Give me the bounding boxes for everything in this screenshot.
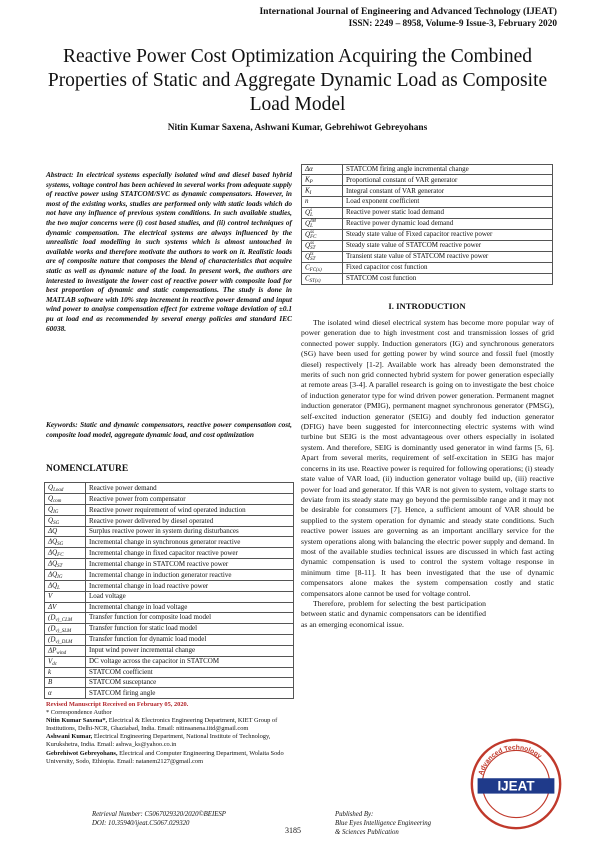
issn-line: ISSN: 2249 – 8958, Volume-9 Issue-3, February 2020	[348, 19, 557, 29]
symbol-description: Load voltage	[86, 592, 294, 602]
symbol: α	[45, 688, 86, 698]
right-row	[302, 218, 553, 229]
symbol: C FC(x)	[302, 262, 343, 273]
left-row	[45, 656, 294, 667]
right-row	[302, 197, 553, 207]
symbol: V dc	[45, 656, 86, 667]
symbol-description: Incremental change in STATCOM reactive power	[86, 559, 294, 570]
published-by-label: Published By:	[335, 811, 374, 818]
intro-paragraph-1: The isolated wind diesel electrical system has become more popular way of power generation due to high investment cost and transmission losses of grid connected power supply. Induction generators (IG) and synchronous generators (SG) have been used for getting power by wind source and fossil fuel (mostly diesel) respectively [1-2]. Available work has already been demonstrated the merits of such non grid connected hybrid system for power generation especially at remote areas [3-4]. A parallel research is going on to investigate the best choice of induction generator type for wind driven power generation. Permanent magnet induction generator (PMIG), permanent magnet synchronous generator (PMSG), self-excited induction generator (SEIG) and doubly fed induction generator (DFIG) have been suggested for interconnecting electric systems with wind turbine but SEIG is the most advantageous over others especially in isolated system. And therefore, SEIG is dominantly used generator in wind farms [5, 6]. Apart from several merits, requirement of self-excitation in SEIG has major concerns in its use. Reactive power is required for following operations; (i) steady state value of VAR load, (ii) induction generator voltage build up, (iii) reactive power for load and generator. If this VAR is not given to system, voltage starts to deviate from its steady state may go beyond the permissible range and it may not be desirable for consumers [7]. Hence, a sufficient amount of VAR should be supplied to the system operation for dynamic and steady state conditions. Such reactive power issues are governing as an important ancillary service for the system operations along with balancing the electric power supply and demand. In most of the available studies technical issues are discussed in which fast acting dynamic compensation is used to control the system voltage response in minimum time [8-11]. It has been investigated that the use of dynamic compensators alone makes the system compensation costly and static compensators alone cannot be used for voltage control.	[301, 318, 554, 598]
symbol: Q IG	[45, 505, 86, 516]
right-row	[302, 165, 553, 175]
symbol: ΔQ IG	[45, 570, 86, 581]
symbol-description: Steady state value of Fixed capacitor reactive power	[343, 229, 553, 240]
page-number: 3185	[285, 826, 301, 835]
symbol: Δα	[302, 165, 343, 175]
symbol-description: Reactive power demand	[86, 483, 294, 494]
ijeat-logo	[468, 736, 564, 832]
intro-paragraph-2: Therefore, problem for selecting the best participation between static and dynamic compensators can be identified as an emerging economical issue.	[301, 598, 486, 629]
symbol: Q com	[45, 494, 86, 505]
left-row	[45, 645, 294, 656]
symbol-description: Incremental change in load reactive power	[86, 581, 294, 592]
symbol: Q IM L	[302, 218, 343, 229]
symbol-description: Incremental change in induction generator reactive	[86, 570, 294, 581]
symbol-description: Transfer function for dynamic load model	[86, 634, 294, 645]
right-row	[302, 273, 553, 284]
author-affiliation-3: Gebrehiwot Gebreyohans, Electrical and Computer Engineering Department, Wolaita Sodo University, Sodo, Ethiopia. Email: natanem2127@gmail.com	[46, 749, 284, 765]
symbol-description: Transfer function for static load model	[86, 623, 294, 634]
retrieval-number: Retrieval Number: C5067029320/2020©BEIESP	[92, 811, 226, 818]
nomenclature-table-left	[44, 482, 294, 699]
symbol: k	[45, 667, 86, 677]
symbol-description: Incremental change in synchronous generator reactive	[86, 537, 294, 548]
abstract	[46, 170, 292, 333]
symbol-description: Surplus reactive power in system during disturbances	[86, 527, 294, 537]
footer-retrieval	[92, 810, 226, 828]
symbol: V	[45, 592, 86, 602]
author-affiliation-1: Nitin Kumar Saxena*, Electrical & Electronics Engineering Department, KIET Group of Institutions, Delhi-NCR, Ghaziabad, India. Email: nitinsanena.iitd@gmail.com	[46, 717, 278, 733]
right-row	[302, 251, 553, 262]
left-row	[45, 688, 294, 698]
left-row	[45, 527, 294, 537]
symbol-description: STATCOM cost function	[343, 273, 553, 284]
left-row	[45, 592, 294, 602]
symbol-description: STATCOM coefficient	[86, 667, 294, 677]
left-row	[45, 612, 294, 623]
symbol: K I	[302, 186, 343, 197]
symbol-description: Transfer function for composite load model	[86, 612, 294, 623]
left-row	[45, 581, 294, 592]
left-row	[45, 634, 294, 645]
symbol: C ST(x)	[302, 273, 343, 284]
left-row	[45, 537, 294, 548]
abstract-label: Abstract:	[46, 170, 74, 179]
left-row	[45, 559, 294, 570]
right-row	[302, 175, 553, 186]
symbol-description: Input wind power incremental change	[86, 645, 294, 656]
symbol: n	[302, 197, 343, 207]
symbol-description: Reactive power static load demand	[343, 207, 553, 218]
symbol-description: Reactive power requirement of wind operated induction	[86, 505, 294, 516]
keywords	[46, 420, 292, 439]
footer-publisher	[335, 810, 431, 837]
correspondence-note: * Correspondence Author	[46, 709, 112, 717]
nomenclature-table-right	[301, 164, 553, 285]
symbol: Q ss FC	[302, 229, 343, 240]
left-row	[45, 623, 294, 634]
symbol-description: Transient state value of STATCOM reactive power	[343, 251, 553, 262]
author-footnotes	[46, 701, 292, 766]
journal-header: International Journal of Engineering and Advanced Technology (IJEAT)	[259, 6, 557, 17]
svg-text:Advanced Technology: Advanced Technology	[477, 744, 543, 777]
symbol: Q s L	[302, 207, 343, 218]
symbol: (D v)_DLM	[45, 634, 86, 645]
svg-text:IJEAT: IJEAT	[497, 778, 535, 794]
symbol: ΔP wind	[45, 645, 86, 656]
symbol-description: STATCOM firing angle	[86, 688, 294, 698]
symbol: Q Load	[45, 483, 86, 494]
left-row	[45, 516, 294, 527]
right-row	[302, 207, 553, 218]
symbol: ΔQ L	[45, 581, 86, 592]
abstract-text: In electrical systems especially isolated wind and diesel based hybrid systems, voltage control has been achieved in several works from adequate supply of reactive power using STATCOM/SVC as dynamic compensators. However, in most of the existing works, studies are performed only with static loads which do not have any influence of previous system conditions. In such available studies, the two major concerns were (i) cost based studies, and (ii) control techniques of dynamic compensation. The electrical systems are always influenced by the unrealistic load modelling in such systems which is almost untouched in available works and therefore motivate the authors to work on it. Realistic loads are of composite nature that composes the blend of characteristics that acquire static as well as dynamic nature of the load. In present work, the authors are interested to investigate the lower cost of reactive power with composite load for best proportion of dynamic and static compensations. The study is done in MATLAB software with 10% step increment in reactive power demand and input wind power to analyse compensation effect for extreme voltage deviation of ±0.1 pu at load end as recommended by several energy policies and standard IEC 60038.	[46, 170, 292, 333]
symbol-description: Steady state value of STATCOM reactive power	[343, 240, 553, 251]
symbol: ΔQ FC	[45, 548, 86, 559]
symbol-description: Incremental change in load voltage	[86, 602, 294, 612]
left-row	[45, 602, 294, 612]
symbol-description: DC voltage across the capacitor in STATCOM	[86, 656, 294, 667]
symbol-description: Reactive power delivered by diesel operated	[86, 516, 294, 527]
right-row	[302, 186, 553, 197]
keywords-text: Static and dynamic compensators, reactive power compensation cost, composite load model, aggregate dynamic load, and cost optimization	[46, 420, 292, 439]
publisher-name-1: Blue Eyes Intelligence Engineering	[335, 820, 432, 827]
symbol-description: Reactive power dynamic load demand	[343, 218, 553, 229]
symbol-description: Incremental change in fixed capacitor reactive power	[86, 548, 294, 559]
author-affiliation-2: Ashwani Kumar, Electrical Engineering Department, National Institute of Technology, Kurukshetra, India. Email: ashwa_ks@yahoo.co.in	[46, 733, 271, 749]
symbol: Q ts ST	[302, 251, 343, 262]
symbol-description: STATCOM susceptance	[86, 678, 294, 688]
doi-link[interactable]: DOI: 10.35940/ijeat.C5067.029320	[92, 820, 190, 827]
received-date: Revised Manuscript Received on February 05, 2020.	[46, 701, 189, 708]
symbol: ΔV	[45, 602, 86, 612]
symbol: Q SG	[45, 516, 86, 527]
left-row	[45, 667, 294, 677]
symbol: K P	[302, 175, 343, 186]
right-row	[302, 229, 553, 240]
right-row	[302, 240, 553, 251]
symbol: ΔQ	[45, 527, 86, 537]
introduction-body	[301, 318, 554, 630]
publisher-name-2: & Sciences Publication	[335, 829, 399, 836]
symbol: (D v)_SLM	[45, 623, 86, 634]
keywords-label: Keywords:	[46, 420, 78, 429]
left-row	[45, 570, 294, 581]
left-row	[45, 494, 294, 505]
section-heading-introduction: I. INTRODUCTION	[388, 301, 466, 311]
symbol: (D v)_CLM	[45, 612, 86, 623]
symbol-description: STATCOM firing angle incremental change	[343, 165, 553, 175]
symbol: ΔQ ST	[45, 559, 86, 570]
nomenclature-heading: NOMENCLATURE	[46, 464, 129, 474]
paper-title: Reactive Power Cost Optimization Acquiring the Combined Properties of Static and Aggregate Dynamic Load as Composite Load Model	[47, 46, 548, 115]
right-row	[302, 262, 553, 273]
symbol-description: Fixed capacitor cost function	[343, 262, 553, 273]
left-row	[45, 505, 294, 516]
symbol-description: Integral constant of VAR generator	[343, 186, 553, 197]
symbol: ΔQ SG	[45, 537, 86, 548]
left-row	[45, 548, 294, 559]
symbol: B	[45, 678, 86, 688]
symbol: Q ss ST	[302, 240, 343, 251]
symbol-description: Reactive power from compensator	[86, 494, 294, 505]
left-row	[45, 483, 294, 494]
left-row	[45, 678, 294, 688]
symbol-description: Proportional constant of VAR generator	[343, 175, 553, 186]
symbol-description: Load exponent coefficient	[343, 197, 553, 207]
author-list: Nitin Kumar Saxena, Ashwani Kumar, Gebrehiwot Gebreyohans	[167, 123, 428, 133]
